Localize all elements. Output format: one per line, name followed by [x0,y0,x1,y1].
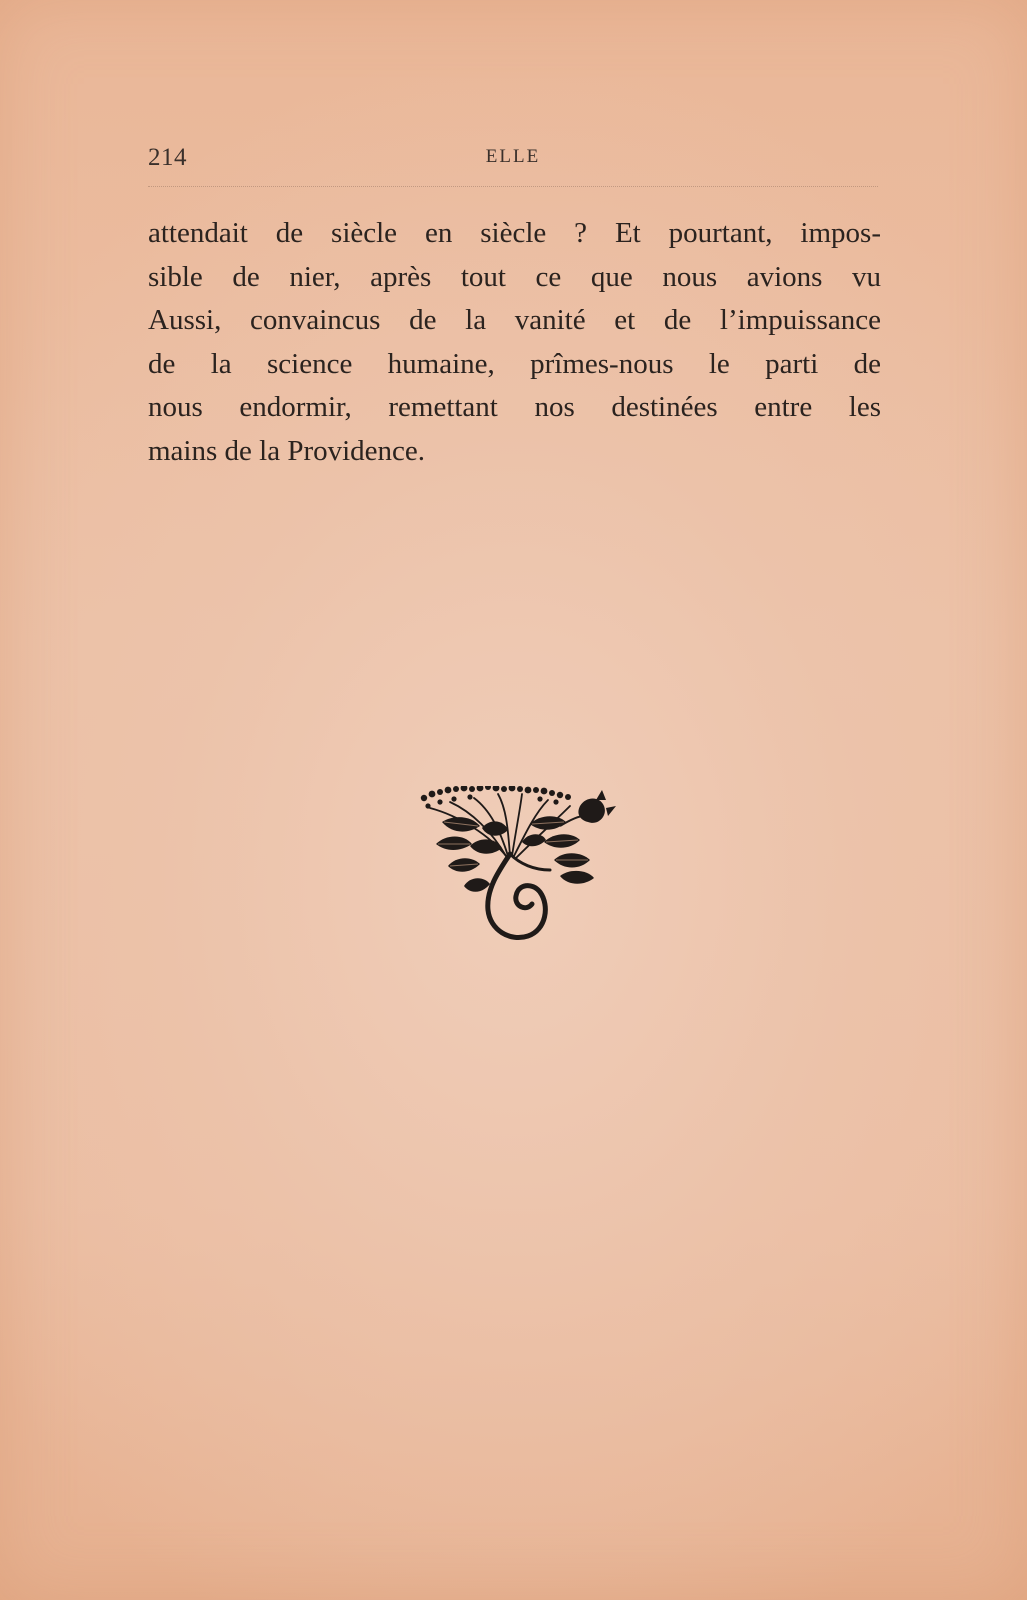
text-line: sible de nier, après tout ce que nous avions vu [148,260,881,293]
page-number: 214 [148,144,187,171]
text-line: attendait de siècle en siècle ? Et pourtant, impos- [148,217,881,249]
body-paragraph [148,212,881,473]
text-line: Aussi, convaincus de la vanité et de l’impuissance [148,304,881,336]
running-title: ELLE [485,146,541,167]
running-header [148,144,878,180]
text-line: de la science humaine, prîmes-nous le parti de [148,347,881,380]
text-line: nous endormir, remettant nos destinées entre les [148,391,881,423]
header-rule [148,186,878,187]
text-line: mains de la Providence. [148,434,426,467]
floral-vignette-icon [410,786,620,946]
